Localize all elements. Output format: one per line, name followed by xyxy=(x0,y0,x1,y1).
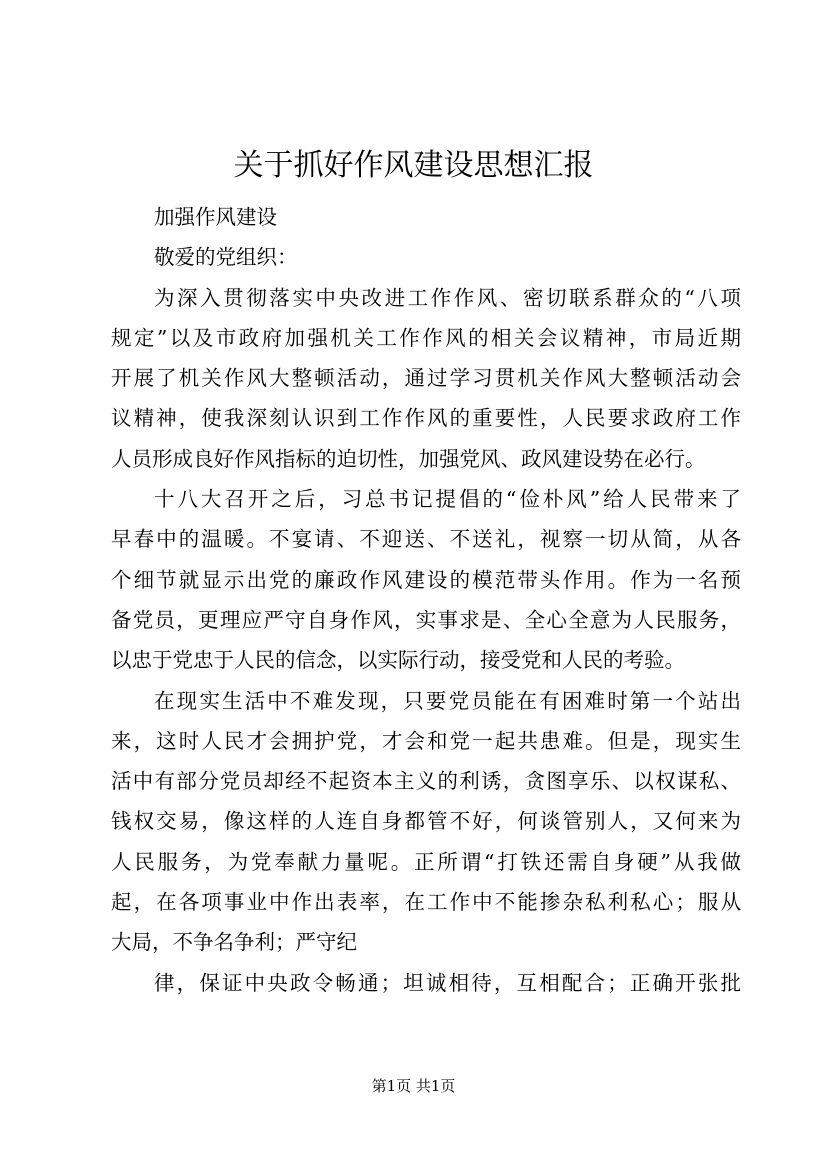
text-line: 钱权交易，像这样的人连自身都管不好，何谈管别人，又何来为 xyxy=(111,809,741,834)
text-line: 个细节就显示出党的廉政作风建设的模范带头作用。作为一名预 xyxy=(111,567,741,592)
text-line: 为深入贯彻落实中央改进工作作风、密切联系群众的“八项 xyxy=(154,285,741,310)
text-line: 人民服务，为党奉献力量呢。正所谓“打铁还需自身硬”从我做 xyxy=(111,849,741,874)
document-title: 关于抓好作风建设思想汇报 xyxy=(233,148,594,183)
text-line: 来，这时人民才会拥护党，才会和党一起共患难。但是，现实生 xyxy=(111,728,741,753)
text-line: 敬爱的党组织： xyxy=(154,245,298,270)
text-line: 以忠于党忠于人民的信念，以实际行动，接受党和人民的考验。 xyxy=(111,648,685,673)
text-line: 开展了机关作风大整顿活动，通过学习贯机关作风大整顿活动会 xyxy=(111,366,741,391)
text-line: 规定”以及市政府加强机关工作作风的相关会议精神，市局近期 xyxy=(111,325,741,350)
text-line: 在现实生活中不难发现，只要党员能在有困难时第一个站出 xyxy=(154,688,741,713)
text-line: 律，保证中央政令畅通；坦诚相待，互相配合；正确开张批 xyxy=(154,970,741,995)
page-number-footer: 第1页 共1页 xyxy=(371,1077,456,1095)
text-line: 议精神，使我深刻认识到工作作风的重要性，人民要求政府工作 xyxy=(111,406,741,431)
text-line: 加强作风建设 xyxy=(154,205,277,229)
text-line: 早春中的温暖。不宴请、不迎送、不送礼，视察一切从简，从各 xyxy=(111,527,741,552)
text-line: 备党员，更理应严守自身作风，实事求是、全心全意为人民服务， xyxy=(111,607,741,632)
text-line: 活中有部分党员却经不起资本主义的利诱，贪图享乐、以权谋私、 xyxy=(111,769,741,794)
text-line: 十八大召开之后，习总书记提倡的“俭朴风”给人民带来了 xyxy=(154,487,741,512)
text-line: 大局，不争名争利；严守纪 xyxy=(111,930,357,955)
document-body xyxy=(111,197,741,1003)
text-line: 起，在各项事业中作出表率，在工作中不能掺杂私利私心；服从 xyxy=(111,890,741,915)
text-line: 人员形成良好作风指标的迫切性，加强党风、政风建设势在必行。 xyxy=(111,446,706,471)
